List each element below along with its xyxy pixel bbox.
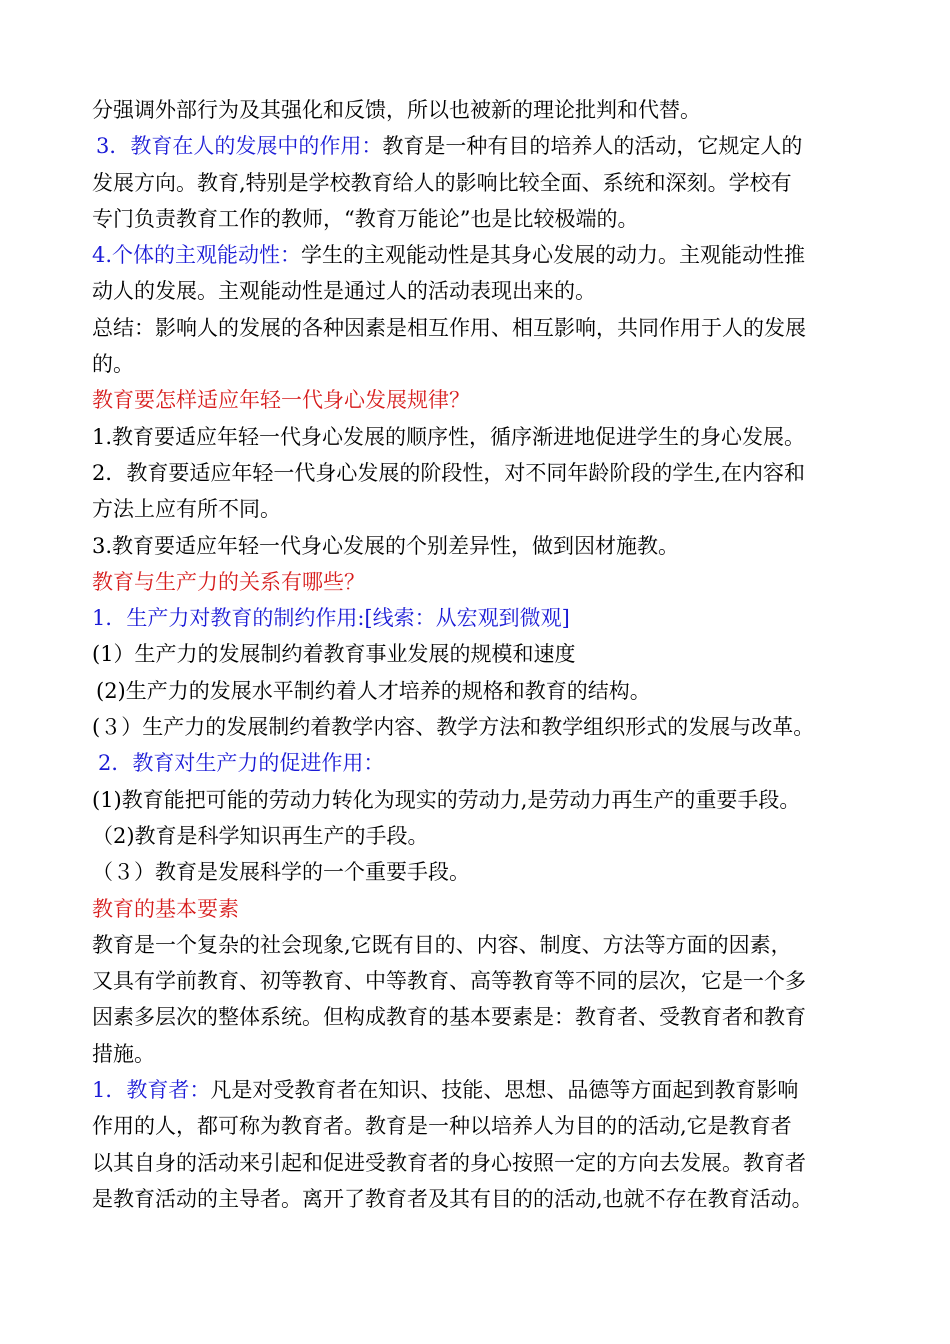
section-heading-productivity-1: 1．生产力对教育的制约作用:[线索：从宏观到微观]	[92, 606, 570, 631]
body-line-4	[92, 201, 882, 237]
body-line-25	[92, 963, 882, 999]
question-heading-2: 教育与生产力的关系有哪些？	[92, 569, 365, 594]
line-text: 教育是一个复杂的社会现象,它既有目的、内容、制度、方法等方面的因素，	[92, 932, 792, 957]
body-line-26	[92, 999, 882, 1035]
body-line-20	[92, 782, 882, 818]
body-line-27	[92, 1036, 882, 1072]
line-text: 作用的人，都可称为教育者。教育是一种以培养人为目的的活动,它是教育者	[92, 1114, 792, 1139]
line-text: 又具有学前教育、初等教育、中等教育、高等教育等不同的层次，它是一个多	[92, 969, 806, 994]
section-heading-3	[92, 128, 882, 164]
body-line-12	[92, 491, 882, 527]
line-text: 总结：影响人的发展的各种因素是相互作用、相互影响，共同作用于人的发展	[92, 315, 806, 340]
body-line-16	[92, 636, 882, 672]
body-line-24	[92, 927, 882, 963]
line-text: 学生的主观能动性是其身心发展的动力。主观能动性推	[301, 243, 806, 268]
line-text: 是教育活动的主导者。离开了教育者及其有目的的活动,也就不存在教育活动。	[92, 1186, 813, 1211]
section-heading-educator	[92, 1072, 882, 1108]
section-heading-productivity-2: 2．教育对生产力的促进作用：	[98, 751, 385, 776]
line-text: (2)生产力的发展水平制约着人才培养的规格和教育的结构。	[96, 678, 651, 703]
summary-line	[92, 310, 882, 346]
blue-heading: 4.个体的主观能动性：	[92, 243, 302, 268]
line-text: 2．教育要适应年轻一代身心发展的阶段性，对不同年龄阶段的学生,在内容和	[92, 460, 806, 485]
line-text: 的。	[92, 352, 134, 377]
body-line-31	[92, 1181, 882, 1217]
line-text: 凡是对受教育者在知识、技能、思想、品德等方面起到教育影响	[210, 1078, 799, 1103]
line-text: (1）生产力的发展制约着教育事业发展的规模和速度	[92, 642, 576, 667]
body-line-6	[92, 273, 882, 309]
question-heading-3: 教育的基本要素	[92, 896, 239, 921]
line-text: (３）生产力的发展制约着教学内容、教学方法和教学组织形式的发展与改革。	[92, 715, 815, 740]
line-text: 专门负责教育工作的教师，“教育万能论”也是比较极端的。	[92, 206, 639, 231]
line-text: （2)教育是科学知识再生产的手段。	[92, 823, 429, 848]
line-text: 1.教育要适应年轻一代身心发展的顺序性，循序渐进地促进学生的身心发展。	[92, 424, 806, 449]
line-text: （３）教育是发展科学的一个重要手段。	[92, 860, 470, 885]
line-text: 措施。	[92, 1041, 155, 1066]
blue-heading: 1．教育者：	[92, 1078, 211, 1103]
document-page	[92, 92, 882, 1217]
body-line-21	[92, 818, 882, 854]
line-text: 分强调外部行为及其强化和反馈，所以也被新的理论批判和代替。	[92, 98, 701, 122]
body-line-8	[92, 346, 882, 382]
body-line-10	[92, 419, 882, 455]
line-text: 3.教育要适应年轻一代身心发展的个别差异性，做到因材施教。	[92, 533, 680, 558]
section-heading-4	[92, 237, 882, 273]
body-line-13	[92, 528, 882, 564]
body-line-18	[92, 709, 882, 745]
body-line-17	[92, 673, 882, 709]
line-text: 教育是一种有目的培养人的活动，它规定人的	[382, 134, 803, 159]
question-heading-1: 教育要怎样适应年轻一代身心发展规律？	[92, 388, 470, 413]
body-line-29	[92, 1108, 882, 1144]
body-line-1	[92, 92, 882, 128]
line-text: 因素多层次的整体系统。但构成教育的基本要素是：教育者、受教育者和教育	[92, 1005, 806, 1030]
body-line-30	[92, 1145, 882, 1181]
line-text: 以其自身的活动来引起和促进受教育者的身心按照一定的方向去发展。教育者	[92, 1150, 806, 1175]
body-line-3	[92, 165, 882, 201]
line-text: 发展方向。教育,特别是学校教育给人的影响比较全面、系统和深刻。学校有	[92, 170, 792, 195]
line-text: (1)教育能把可能的劳动力转化为现实的劳动力,是劳动力再生产的重要手段。	[92, 787, 801, 812]
body-line-22	[92, 854, 882, 890]
body-line-11	[92, 455, 882, 491]
line-text: 方法上应有所不同。	[92, 497, 281, 522]
blue-heading: 3．教育在人的发展中的作用：	[96, 134, 383, 159]
line-text: 动人的发展。主观能动性是通过人的活动表现出来的。	[92, 279, 596, 304]
